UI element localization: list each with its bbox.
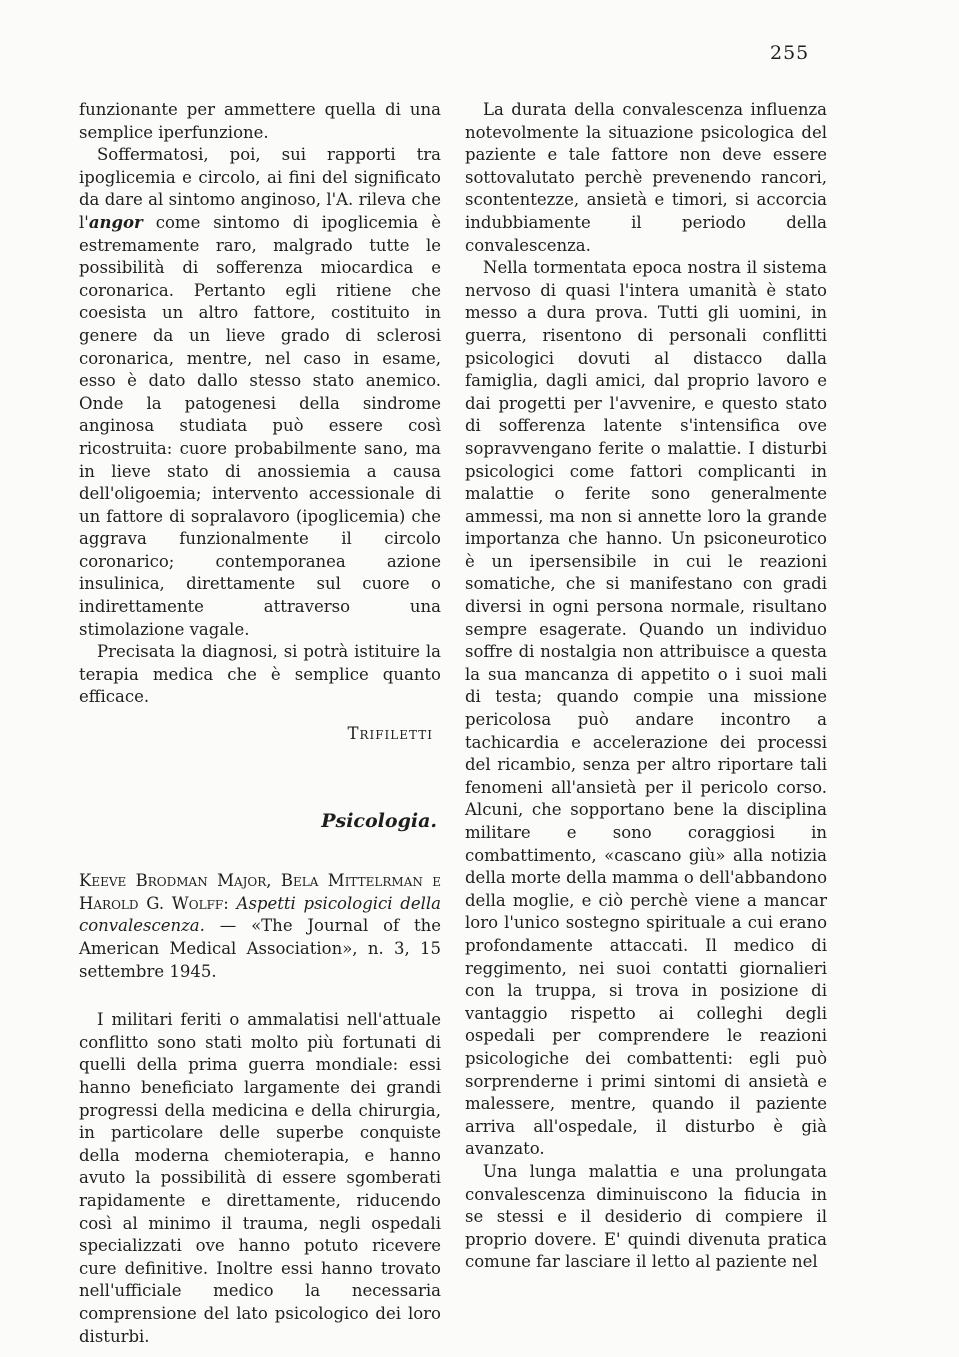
author-signature: Trifiletti xyxy=(347,724,433,744)
paragraph: Nella tormentata epoca nostra il sistema nervoso di quasi l'intera umanità è stato messo a dura prova. Tutti gli uomini, in guerra, risentono di personali conflitti psicologici dovuti al distacco dalla famiglia, dagli amici, dal proprio lavoro e dai progetti per l'avvenire, e questo stato di sofferenza latente s'intensifica ove sopravvengano ferite o malattie. I disturbi psicologici come fattori complicanti in malattie o ferite sono generalmente ammessi, ma non si annette loro la grande importanza che hanno. Un psiconeurotico è un ipersensibile in cui le reazioni somatiche, che si manifestano con gradi diversi in ogni persona normale, risultano sempre esagerate. Quando un individuo soffre di nostalgia non attribuisce a questa la sua mancanza di appetito o i suoi mali di testa; quando compie una missione pericolosa può andare incontro a tachicardia e accelerazione dei processi del ricambio, senza per altro riportare tali fenomeni all'ansietà per il pericolo corso. Alcuni, che sopportano bene la disciplina militare e sono coraggiosi in combattimento, «cascano giù» alla notizia della morte della mamma o dell'abbandono della moglie, e ciò perchè viene a mancar loro l'unico sostegno spirituale a cui erano profondamente attaccati. Il medico di reggimento, nei suoi contatti giornalieri con la truppa, si trova in posizione di vantaggio rispetto ai colleghi degli ospedali per comprendere le reazioni psicologiche dei combattenti: egli può sorprenderne i primi sintomi di ansietà e malessere, mentre, quando il paziente arriva all'ospedale, il disturbo è già avanzato. xyxy=(465,258,827,1159)
citation-source: — «The Journal of the American Medical Association», n. 3, 15 settembre 1945. xyxy=(79,916,441,981)
paragraph: I militari feriti o ammalatisi nell'attuale conflitto sono stati molto più fortunati di quelli della prima guerra mondiale: essi hanno beneficiato largamente dei grandi progressi della medicina e della chirurgia, in particolare delle superbe conquiste della moderna chemioterapia, e hanno avuto la possibilità di essere sgomberati rapidamente e direttamente, riducendo così al minimo il trauma, negli ospedali specializzati ove hanno potuto ricevere cure definitive. Inoltre essi hanno trovato nell'ufficiale medico la necessaria comprensione del lato psicologico dei loro disturbi. xyxy=(79,1010,441,1346)
paragraph: Precisata la diagnosi, si potrà istituire la terapia medica che è semplice quanto efficace. xyxy=(79,642,441,707)
citation-title: Aspetti psicologici della convalescenza. xyxy=(79,893,442,936)
paragraph: funzionante per ammettere quella di una semplice iperfunzione. xyxy=(79,100,441,142)
emphasis-word: angor xyxy=(88,212,143,232)
section-heading: Psicologia. xyxy=(321,809,437,832)
citation-authors: Keeve Brodman Major, Bela Mittelrman e Harold G. Wolff xyxy=(79,871,441,913)
paragraph xyxy=(79,144,441,641)
paragraph: Una lunga malattia e una prolungata convalescenza diminuiscono la fiducia in se stessi e il desiderio di compiere il proprio dovere. E' quindi divenuta pratica comune far lasciare il letto al paziente nel xyxy=(465,1161,827,1272)
paragraph-text: come sintomo di ipoglicemia è estremamente raro, malgrado tutte le possibilità di sofferenza miocardica e coronarica. Pertanto egli ritiene che coesista un altro fattore, costituito in genere da un lieve grado di sclerosi coronarica, mentre, nel caso in esame, esso è dato dallo stesso stato anemico. Onde la patogenesi della sindrome anginosa studiata può essere così ricostruita: cuore probabilmente sano, ma in lieve stato di anossiemia a causa dell'oligoemia; intervento accessionale di un fattore di sopralavoro (ipoglicemia) che aggrava funzionalmente il circolo coronarico; contemporanea azione insulinica, direttamente sul cuore o indirettamente attraverso una stimolazione vagale. xyxy=(79,212,442,639)
left-column xyxy=(79,99,441,1348)
citation-separator: : xyxy=(223,893,237,913)
paragraph-text: Soffermatosi, poi, sui rapporti tra ipoglicemia e circolo, ai fini del significato da dare al sintomo anginoso, l'A. rileva che l' xyxy=(79,145,441,232)
page-number: 255 xyxy=(770,42,810,64)
paragraph: La durata della convalescenza influenza notevolmente la situazione psicologica del paziente e tale fattore non deve essere sottovalutato perchè prevenendo rancori, scontentezze, ansietà e timori, si accorcia indubbiamente il periodo della convalescenza. xyxy=(465,100,827,255)
citation xyxy=(79,870,441,983)
right-column xyxy=(465,99,827,1274)
